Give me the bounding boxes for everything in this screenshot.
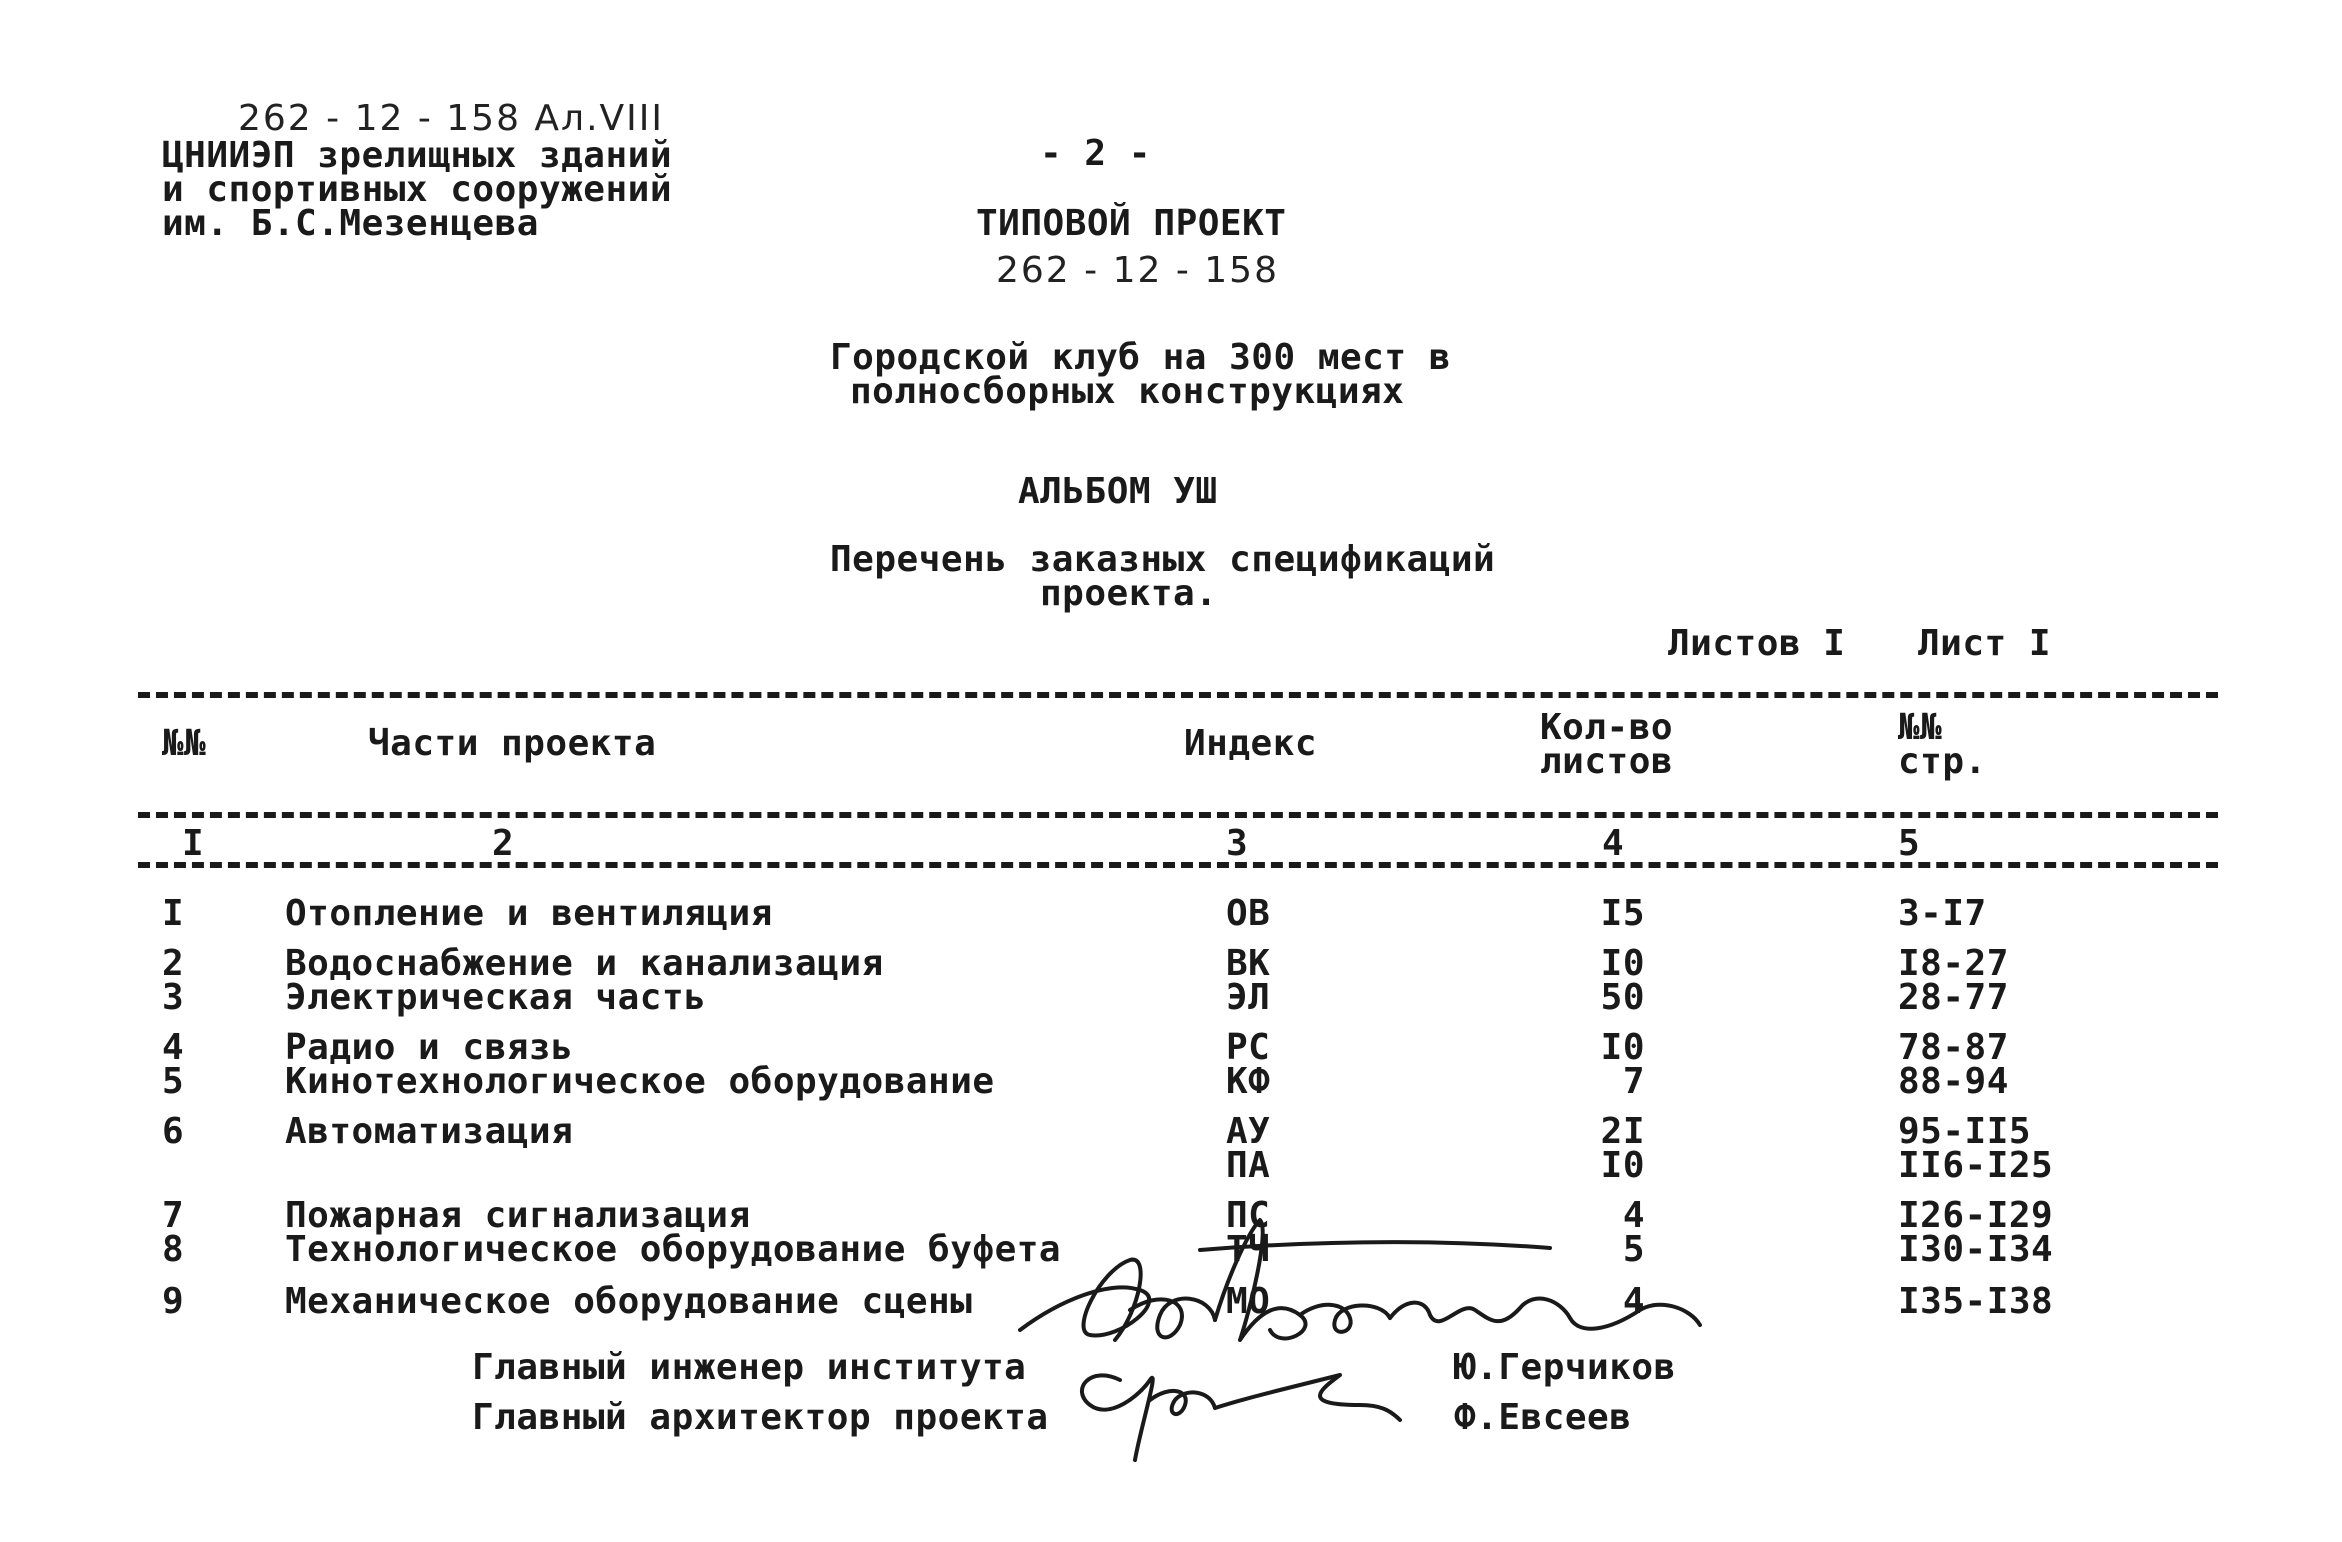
row-index: КФ — [1226, 1061, 1271, 1102]
row-index: РС — [1226, 1027, 1271, 1068]
project-number-handwritten: 262 - 12 - 158 — [996, 250, 1279, 291]
row-index: ЭЛ — [1226, 977, 1271, 1018]
row-num: 9 — [162, 1281, 185, 1322]
list-title-line-2: проекта. — [1040, 573, 1218, 614]
list-title-line-1: Перечень заказных спецификаций — [830, 539, 1496, 580]
row-index: ТЧ — [1226, 1229, 1271, 1270]
album-title: АЛЬБОМ УШ — [1018, 471, 1218, 512]
row-num: 2 — [162, 943, 185, 984]
table-row — [0, 977, 2342, 1020]
column-number-1: I — [182, 823, 205, 864]
row-part: Электрическая часть — [285, 977, 707, 1018]
header-part: Части проекта — [368, 723, 657, 764]
row-count: 50 — [1600, 977, 1645, 1018]
sheet-number: Лист I — [1918, 623, 2052, 664]
header-count-line-1: Кол-во — [1540, 707, 1674, 748]
org-line-2: и спортивных сооружений — [162, 169, 672, 210]
row-part: Отопление и вентиляция — [285, 893, 773, 934]
row-index: ПА — [1226, 1145, 1271, 1186]
row-num: 6 — [162, 1111, 185, 1152]
org-line-1: ЦНИИЭП зрелищных зданий — [162, 135, 672, 176]
row-num: I — [162, 893, 185, 934]
row-num: 3 — [162, 977, 185, 1018]
table-row — [0, 893, 2342, 936]
handwritten-signature — [1000, 1190, 1740, 1470]
sheets-total: Листов I — [1668, 623, 1846, 664]
column-number-3: 3 — [1226, 823, 1249, 864]
row-pages: 28-77 — [1898, 977, 2009, 1018]
column-number-2: 2 — [492, 823, 515, 864]
header-num: №№ — [162, 723, 207, 764]
row-part: Автоматизация — [285, 1111, 574, 1152]
row-pages: 78-87 — [1898, 1027, 2009, 1068]
table-column-number-rule — [138, 862, 2218, 868]
row-count: 4 — [1622, 1281, 1645, 1322]
row-num: 8 — [162, 1229, 185, 1270]
page-number: - 2 - — [1040, 133, 1151, 174]
row-part: Механическое оборудование сцены — [285, 1281, 973, 1322]
row-count: I0 — [1600, 1145, 1645, 1186]
row-count: 7 — [1622, 1061, 1645, 1102]
column-number-5: 5 — [1898, 823, 1921, 864]
row-num: 7 — [162, 1195, 185, 1236]
project-title-line-1: Городской клуб на 300 мест в — [830, 337, 1451, 378]
row-pages: I8-27 — [1898, 943, 2009, 984]
row-count: I0 — [1600, 943, 1645, 984]
row-index: ОВ — [1226, 893, 1271, 934]
row-part: Водоснабжение и канализация — [285, 943, 884, 984]
org-line-3: им. Б.С.Мезенцева — [162, 203, 539, 244]
table-row — [0, 1145, 2342, 1188]
header-index: Индекс — [1184, 723, 1318, 764]
project-type: ТИПОВОЙ ПРОЕКТ — [976, 203, 1287, 244]
row-index: ВК — [1226, 943, 1271, 984]
column-number-4: 4 — [1602, 823, 1625, 864]
header-count-line-2: листов — [1540, 741, 1674, 782]
header-pages-line-2: стр. — [1898, 741, 1987, 782]
row-part: Радио и связь — [285, 1027, 574, 1068]
row-part: Технологическое оборудование буфета — [285, 1229, 1062, 1270]
row-pages: II6-I25 — [1898, 1145, 2054, 1186]
signature-name-1: Ю.Герчиков — [1454, 1347, 1676, 1388]
row-pages: 95-II5 — [1898, 1111, 2032, 1152]
row-pages: I35-I38 — [1898, 1281, 2054, 1322]
row-part: Кинотехнологическое оборудование — [285, 1061, 995, 1102]
signature-role-2: Главный архитектор проекта — [472, 1397, 1049, 1438]
signature-role-1: Главный инженер института — [472, 1347, 1027, 1388]
row-pages: I30-I34 — [1898, 1229, 2054, 1270]
table-header-rule — [138, 812, 2218, 818]
row-part: Пожарная сигнализация — [285, 1195, 751, 1236]
project-title-line-2: полносборных конструкциях — [850, 371, 1405, 412]
row-pages: I26-I29 — [1898, 1195, 2054, 1236]
row-count: 4 — [1622, 1195, 1645, 1236]
row-count: I5 — [1600, 893, 1645, 934]
table-top-rule — [138, 692, 2218, 698]
row-index: АУ — [1226, 1111, 1271, 1152]
row-count: 5 — [1622, 1229, 1645, 1270]
row-count: I0 — [1600, 1027, 1645, 1068]
row-pages: 3-I7 — [1898, 893, 1987, 934]
row-pages: 88-94 — [1898, 1061, 2009, 1102]
row-index: МО — [1226, 1281, 1271, 1322]
row-count: 2I — [1600, 1111, 1645, 1152]
doc-number-handwritten: 262 - 12 - 158 Ал.VIII — [238, 98, 664, 139]
row-index: ПС — [1226, 1195, 1271, 1236]
header-pages-line-1: №№ — [1898, 707, 1943, 748]
row-num: 5 — [162, 1061, 185, 1102]
signature-name-2: Ф.Евсеев — [1454, 1397, 1632, 1438]
table-row — [0, 1061, 2342, 1104]
row-num: 4 — [162, 1027, 185, 1068]
